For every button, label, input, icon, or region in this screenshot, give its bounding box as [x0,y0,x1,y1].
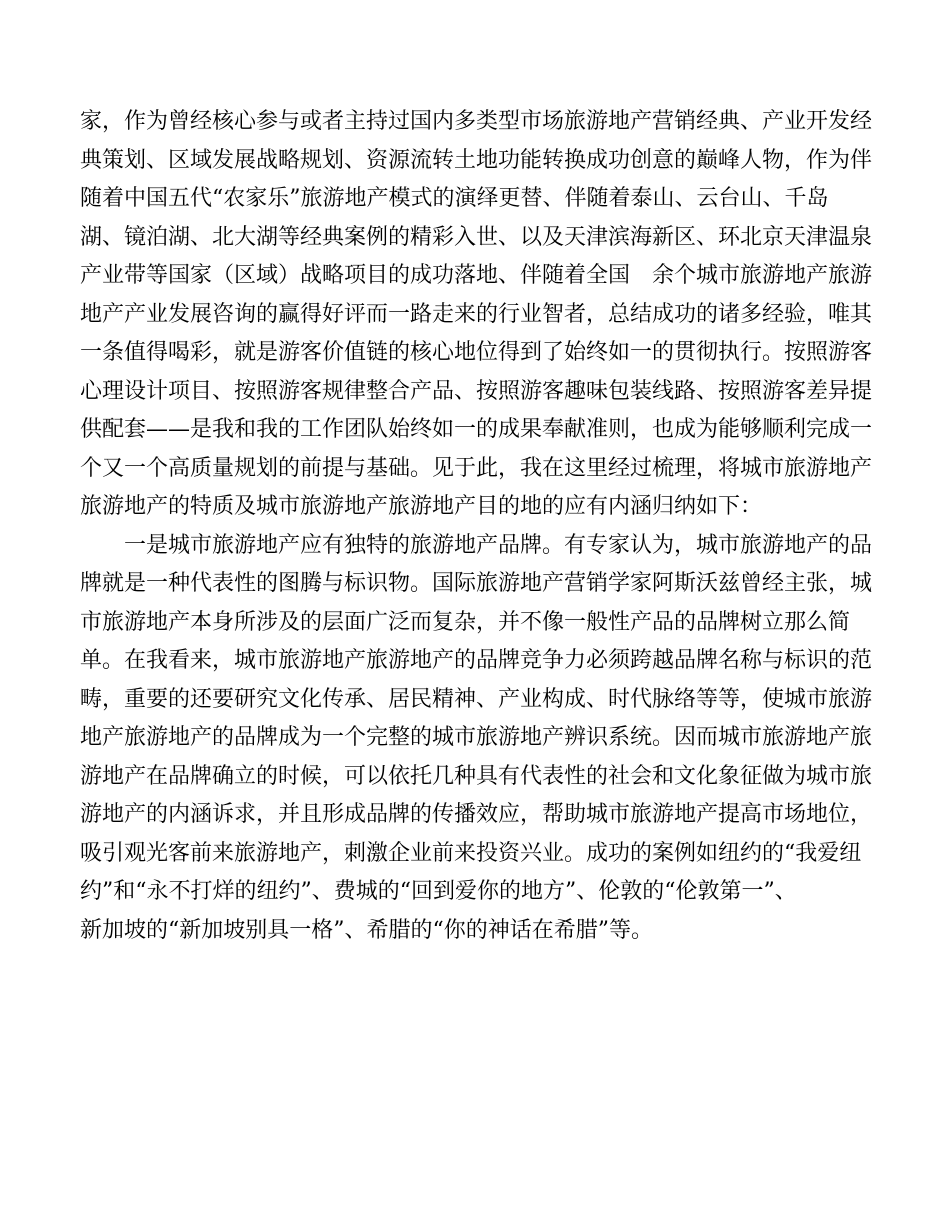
text-line: 牌就是一种代表性的图腾与标识物。国际旅游地产营销学家阿斯沃兹曾经主张，城 [80,571,873,596]
text-line: 市旅游地产本身所涉及的层面广泛而复杂，并不像一般性产品的品牌树立那么简 [80,609,851,635]
text-line: 一是城市旅游地产应有独特的旅游地产品牌。有专家认为，城市旅游地产的品 [80,532,873,558]
text-line: 心理设计项目、按照游客规律整合产品、按照游客趣味包装线路、按照游客差异提 [80,378,873,404]
text-line: 新加坡的“新加坡别具一格”、希腊的“你的神话在希腊”等。 [80,917,653,943]
text-line: 个又一个高质量规划的前提与基础。见于此，我在这里经过梳理，将城市旅游地产 [80,455,873,481]
body-text [80,103,873,950]
paragraph-2 [80,527,873,951]
text-line: 游地产的内涵诉求，并且形成品牌的传播效应，帮助城市旅游地产提高市场地位， [80,802,873,827]
text-line: 供配套——是我和我的工作团队始终如一的成果奉献准则，也成为能够顺利完成一 [80,417,873,442]
text-line: 地产旅游地产的品牌成为一个完整的城市旅游地产辨识系统。因而城市旅游地产旅 [80,725,873,750]
text-line: 典策划、区域发展战略规划、资源流转土地功能转换成功创意的巅峰人物，作为伴 [80,147,873,173]
text-line: 一条值得喝彩，就是游客价值链的核心地位得到了始终如一的贯彻执行。按照游客 [80,340,873,365]
text-line: 地产产业发展咨询的赢得好评而一路走来的行业智者，总结成功的诸多经验，唯其 [80,301,873,327]
text-line: 吸引观光客前来旅游地产，刺激企业前来投资兴业。成功的案例如纽约的“我爱纽 [80,840,862,866]
text-line: 家，作为曾经核心参与或者主持过国内多类型市场旅游地产营销经典、产业开发经 [80,109,873,134]
text-line: 湖、镜泊湖、北大湖等经典案例的精彩入世、以及天津滨海新区、环北京天津温泉 [80,224,873,250]
text-line: 产业带等国家（区域）战略项目的成功落地、伴随着全国 余个城市旅游地产旅游 [80,263,873,288]
text-line: 游地产在品牌确立的时候，可以依托几种具有代表性的社会和文化象征做为城市旅 [80,763,873,789]
text-line: 旅游地产的特质及城市旅游地产旅游地产目的地的应有内涵归纳如下： [80,494,763,519]
text-line: 随着中国五代“农家乐”旅游地产模式的演绎更替、伴随着泰山、云台山、千岛 [80,186,829,211]
text-line: 畴，重要的还要研究文化传承、居民精神、产业构成、时代脉络等等，使城市旅游 [80,686,873,712]
paragraph-1 [80,103,873,527]
text-line: 约”和“永不打烊的纽约”、费城的“回到爱你的地方”、伦敦的“伦敦第一”、 [80,879,797,904]
text-line: 单。在我看来，城市旅游地产旅游地产的品牌竞争力必须跨越品牌名称与标识的范 [80,648,873,673]
